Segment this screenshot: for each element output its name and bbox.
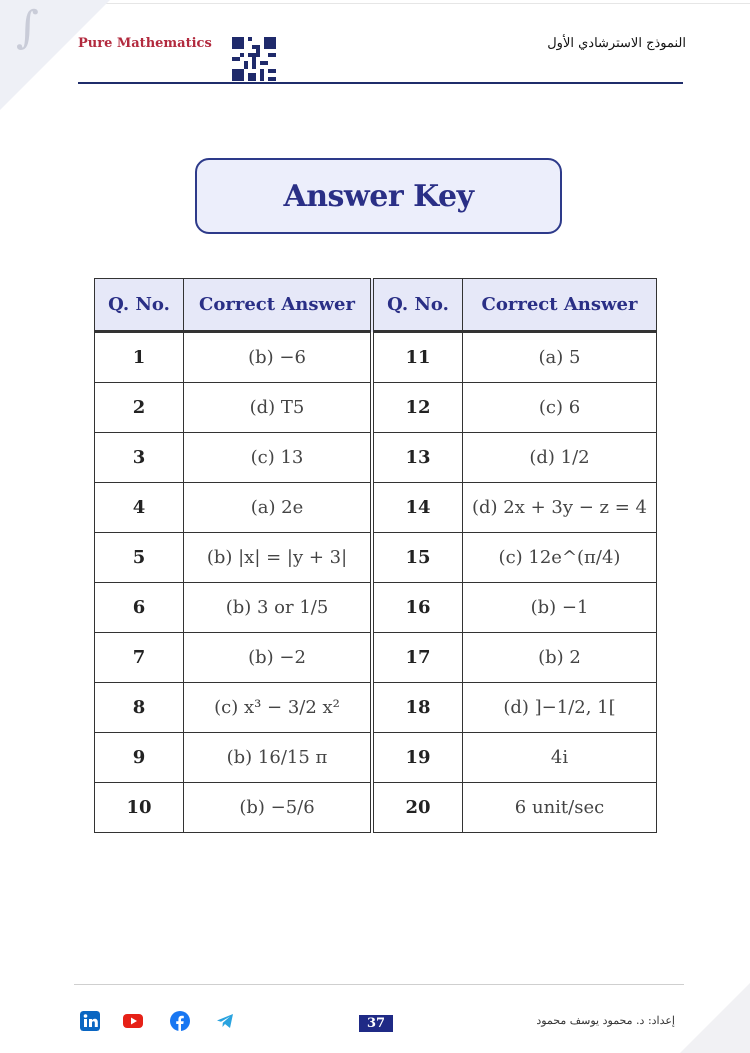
q-number: 14 — [372, 483, 463, 533]
answer-cell: (a) 2e — [184, 483, 373, 533]
answer-cell: (d) T5 — [184, 383, 373, 433]
answer-cell: (b) 16/15 π — [184, 733, 373, 783]
q-number: 17 — [372, 633, 463, 683]
answer-cell: (c) 12e^(π/4) — [463, 533, 657, 583]
q-number: 4 — [95, 483, 184, 533]
page-number: 37 — [359, 1015, 393, 1032]
top-border-line — [0, 3, 750, 4]
header-q-no-left: Q. No. — [95, 279, 184, 332]
author-credit: إعداد: د. محمود يوسف محمود — [536, 1014, 675, 1027]
integral-logo: ∫ — [16, 2, 39, 53]
answer-cell: (b) 3 or 1/5 — [184, 583, 373, 633]
page-title: Answer Key — [283, 178, 474, 214]
answer-table — [94, 278, 657, 833]
corner-decoration-bottom — [680, 983, 750, 1053]
q-number: 11 — [372, 332, 463, 383]
answer-cell: (d) 1/2 — [463, 433, 657, 483]
q-number: 2 — [95, 383, 184, 433]
table-row — [95, 583, 657, 633]
table-row — [95, 733, 657, 783]
answer-cell: (c) x³ − 3/2 x² — [184, 683, 373, 733]
answer-cell: (c) 13 — [184, 433, 373, 483]
table-row — [95, 533, 657, 583]
facebook-icon[interactable] — [170, 1011, 190, 1031]
arabic-exam-title: النموذج الاسترشادي الأول — [547, 36, 686, 51]
q-number: 3 — [95, 433, 184, 483]
q-number: 18 — [372, 683, 463, 733]
q-number: 19 — [372, 733, 463, 783]
answer-cell: (b) −6 — [184, 332, 373, 383]
header-answer-left: Correct Answer — [184, 279, 373, 332]
answer-key-title-box — [195, 158, 562, 234]
footer-divider — [74, 984, 684, 985]
subject-title: Pure Mathematics — [78, 36, 212, 51]
answer-cell: 6 unit/sec — [463, 783, 657, 833]
q-number: 10 — [95, 783, 184, 833]
linkedin-icon[interactable] — [80, 1011, 100, 1031]
answer-cell: (b) 2 — [463, 633, 657, 683]
q-number: 1 — [95, 332, 184, 383]
answer-cell: (b) |x| = |y + 3| — [184, 533, 373, 583]
q-number: 15 — [372, 533, 463, 583]
table-row — [95, 383, 657, 433]
table-row — [95, 483, 657, 533]
youtube-icon[interactable] — [123, 1011, 143, 1031]
table-row — [95, 683, 657, 733]
header-answer-right: Correct Answer — [463, 279, 657, 332]
q-number: 6 — [95, 583, 184, 633]
telegram-icon[interactable] — [215, 1011, 235, 1031]
answer-cell: (b) −5/6 — [184, 783, 373, 833]
header-divider — [78, 82, 683, 84]
answer-cell: 4i — [463, 733, 657, 783]
answer-cell: (d) ]−1/2, 1[ — [463, 683, 657, 733]
answer-cell: (b) −1 — [463, 583, 657, 633]
answer-cell: (c) 6 — [463, 383, 657, 433]
table-row — [95, 633, 657, 683]
table-row — [95, 783, 657, 833]
q-number: 5 — [95, 533, 184, 583]
q-number: 16 — [372, 583, 463, 633]
answer-cell: (a) 5 — [463, 332, 657, 383]
table-row — [95, 332, 657, 383]
q-number: 9 — [95, 733, 184, 783]
table-row — [95, 433, 657, 483]
qr-code[interactable] — [232, 37, 276, 81]
q-number: 13 — [372, 433, 463, 483]
answer-cell: (b) −2 — [184, 633, 373, 683]
table-header-row — [95, 279, 657, 332]
q-number: 8 — [95, 683, 184, 733]
q-number: 7 — [95, 633, 184, 683]
q-number: 20 — [372, 783, 463, 833]
header-q-no-right: Q. No. — [372, 279, 463, 332]
q-number: 12 — [372, 383, 463, 433]
answer-cell: (d) 2x + 3y − z = 4 — [463, 483, 657, 533]
